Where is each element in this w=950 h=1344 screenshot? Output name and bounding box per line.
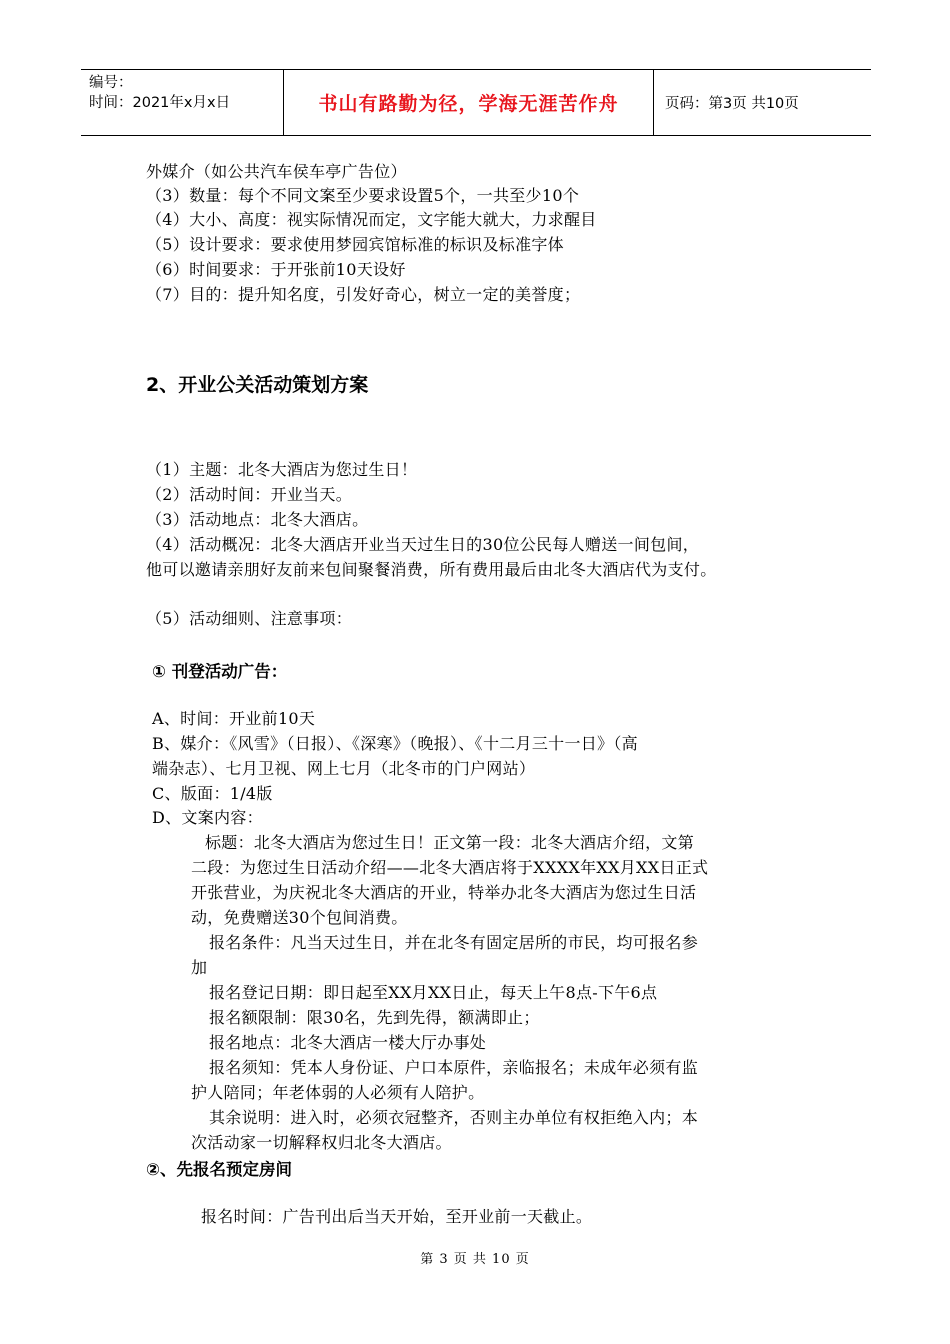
copy-line: 报名地点：北冬大酒店一楼大厅办事处	[209, 1033, 487, 1052]
number-label: 编号：	[89, 75, 133, 91]
ad-line: 端杂志）、七月卫视、网上七月（北冬市的门户网站）	[152, 759, 536, 778]
section-item: （1）主题：北冬大酒店为您过生日！	[146, 460, 418, 479]
copy-line: 加	[191, 958, 208, 977]
copy-line: 报名条件：凡当天过生日，并在北冬有固定居所的市民，均可报名参	[209, 933, 699, 952]
page-footer: 第 3 页 共 10 页	[420, 1252, 530, 1267]
intro-line: （7）目的：提升知名度，引发好奇心，树立一定的美誉度；	[146, 285, 581, 304]
copy-line: 报名额限制：限30名，先到先得，额满即止；	[209, 1008, 540, 1027]
intro-line: （5）设计要求：要求使用梦园宾馆标准的标识及标准字体	[146, 235, 564, 254]
intro-line: （3）数量：每个不同文案至少要求设置5个，一共至少10个	[146, 186, 580, 205]
section-item: （4）活动概况：北冬大酒店开业当天过生日的30位公民每人赠送一间包间，	[146, 535, 700, 554]
section-title: 2、开业公关活动策划方案	[146, 374, 369, 396]
section-item: （3）活动地点：北冬大酒店。	[146, 510, 369, 529]
date-label: 时间：2021年x月x日	[89, 95, 231, 111]
intro-line: （6）时间要求：于开张前10天设好	[146, 260, 406, 279]
ad-line: C、版面：1/4版	[152, 784, 273, 803]
copy-line: 报名登记日期：即日起至XX月XX日止，每天上午8点-下午6点	[209, 983, 658, 1002]
copy-line: 动，免费赠送30个包间消费。	[191, 908, 408, 927]
copy-line: 次活动家一切解释权归北冬大酒店。	[191, 1133, 452, 1152]
ad-line: B、媒介：《风雪》（日报）、《深寒》（晚报）、《十二月三十一日》（高	[152, 734, 638, 753]
copy-line: 开张营业，为庆祝北冬大酒店的开业，特举办北冬大酒店为您过生日活	[191, 883, 697, 902]
header-page-info: 页码：第3页 共10页	[665, 96, 799, 112]
copy-line: 报名须知：凭本人身份证、户口本原件，亲临报名；未成年必须有监	[209, 1058, 699, 1077]
subsection-title: ②、先报名预定房间	[146, 1160, 292, 1179]
copy-line: 二段：为您过生日活动介绍——北冬大酒店将于XXXX年XX月XX日正式	[191, 858, 709, 877]
copy-line: 护人陪同；年老体弱的人必须有人陪护。	[191, 1083, 485, 1102]
section-item: （2）活动时间：开业当天。	[146, 485, 353, 504]
intro-line: 外媒介（如公共汽车侯车亭广告位）	[146, 162, 407, 181]
header-meta	[81, 70, 283, 135]
header-motto-cell	[283, 70, 654, 135]
page-header	[81, 69, 871, 136]
copy-line: 标题：北冬大酒店为您过生日！正文第一段：北冬大酒店介绍，文第	[205, 833, 695, 852]
ad-line: A、时间：开业前10天	[152, 709, 316, 728]
section-item: （5）活动细则、注意事项：	[146, 609, 353, 628]
header-motto: 书山有路勤为径，学海无涯苦作舟	[318, 93, 619, 115]
section-item: 他可以邀请亲朋好友前来包间聚餐消费，所有费用最后由北冬大酒店代为支付。	[146, 560, 717, 579]
ad-line: D、文案内容：	[152, 808, 263, 827]
subsection-title: ① 刊登活动广告：	[152, 662, 288, 681]
registration-line: 报名时间：广告刊出后当天开始，至开业前一天截止。	[201, 1207, 593, 1226]
copy-line: 其余说明：进入时，必须衣冠整齐，否则主办单位有权拒绝入内；本	[209, 1108, 699, 1127]
intro-line: （4）大小、高度：视实际情况而定，文字能大就大，力求醒目	[146, 210, 597, 229]
header-page-info-cell	[654, 70, 871, 135]
